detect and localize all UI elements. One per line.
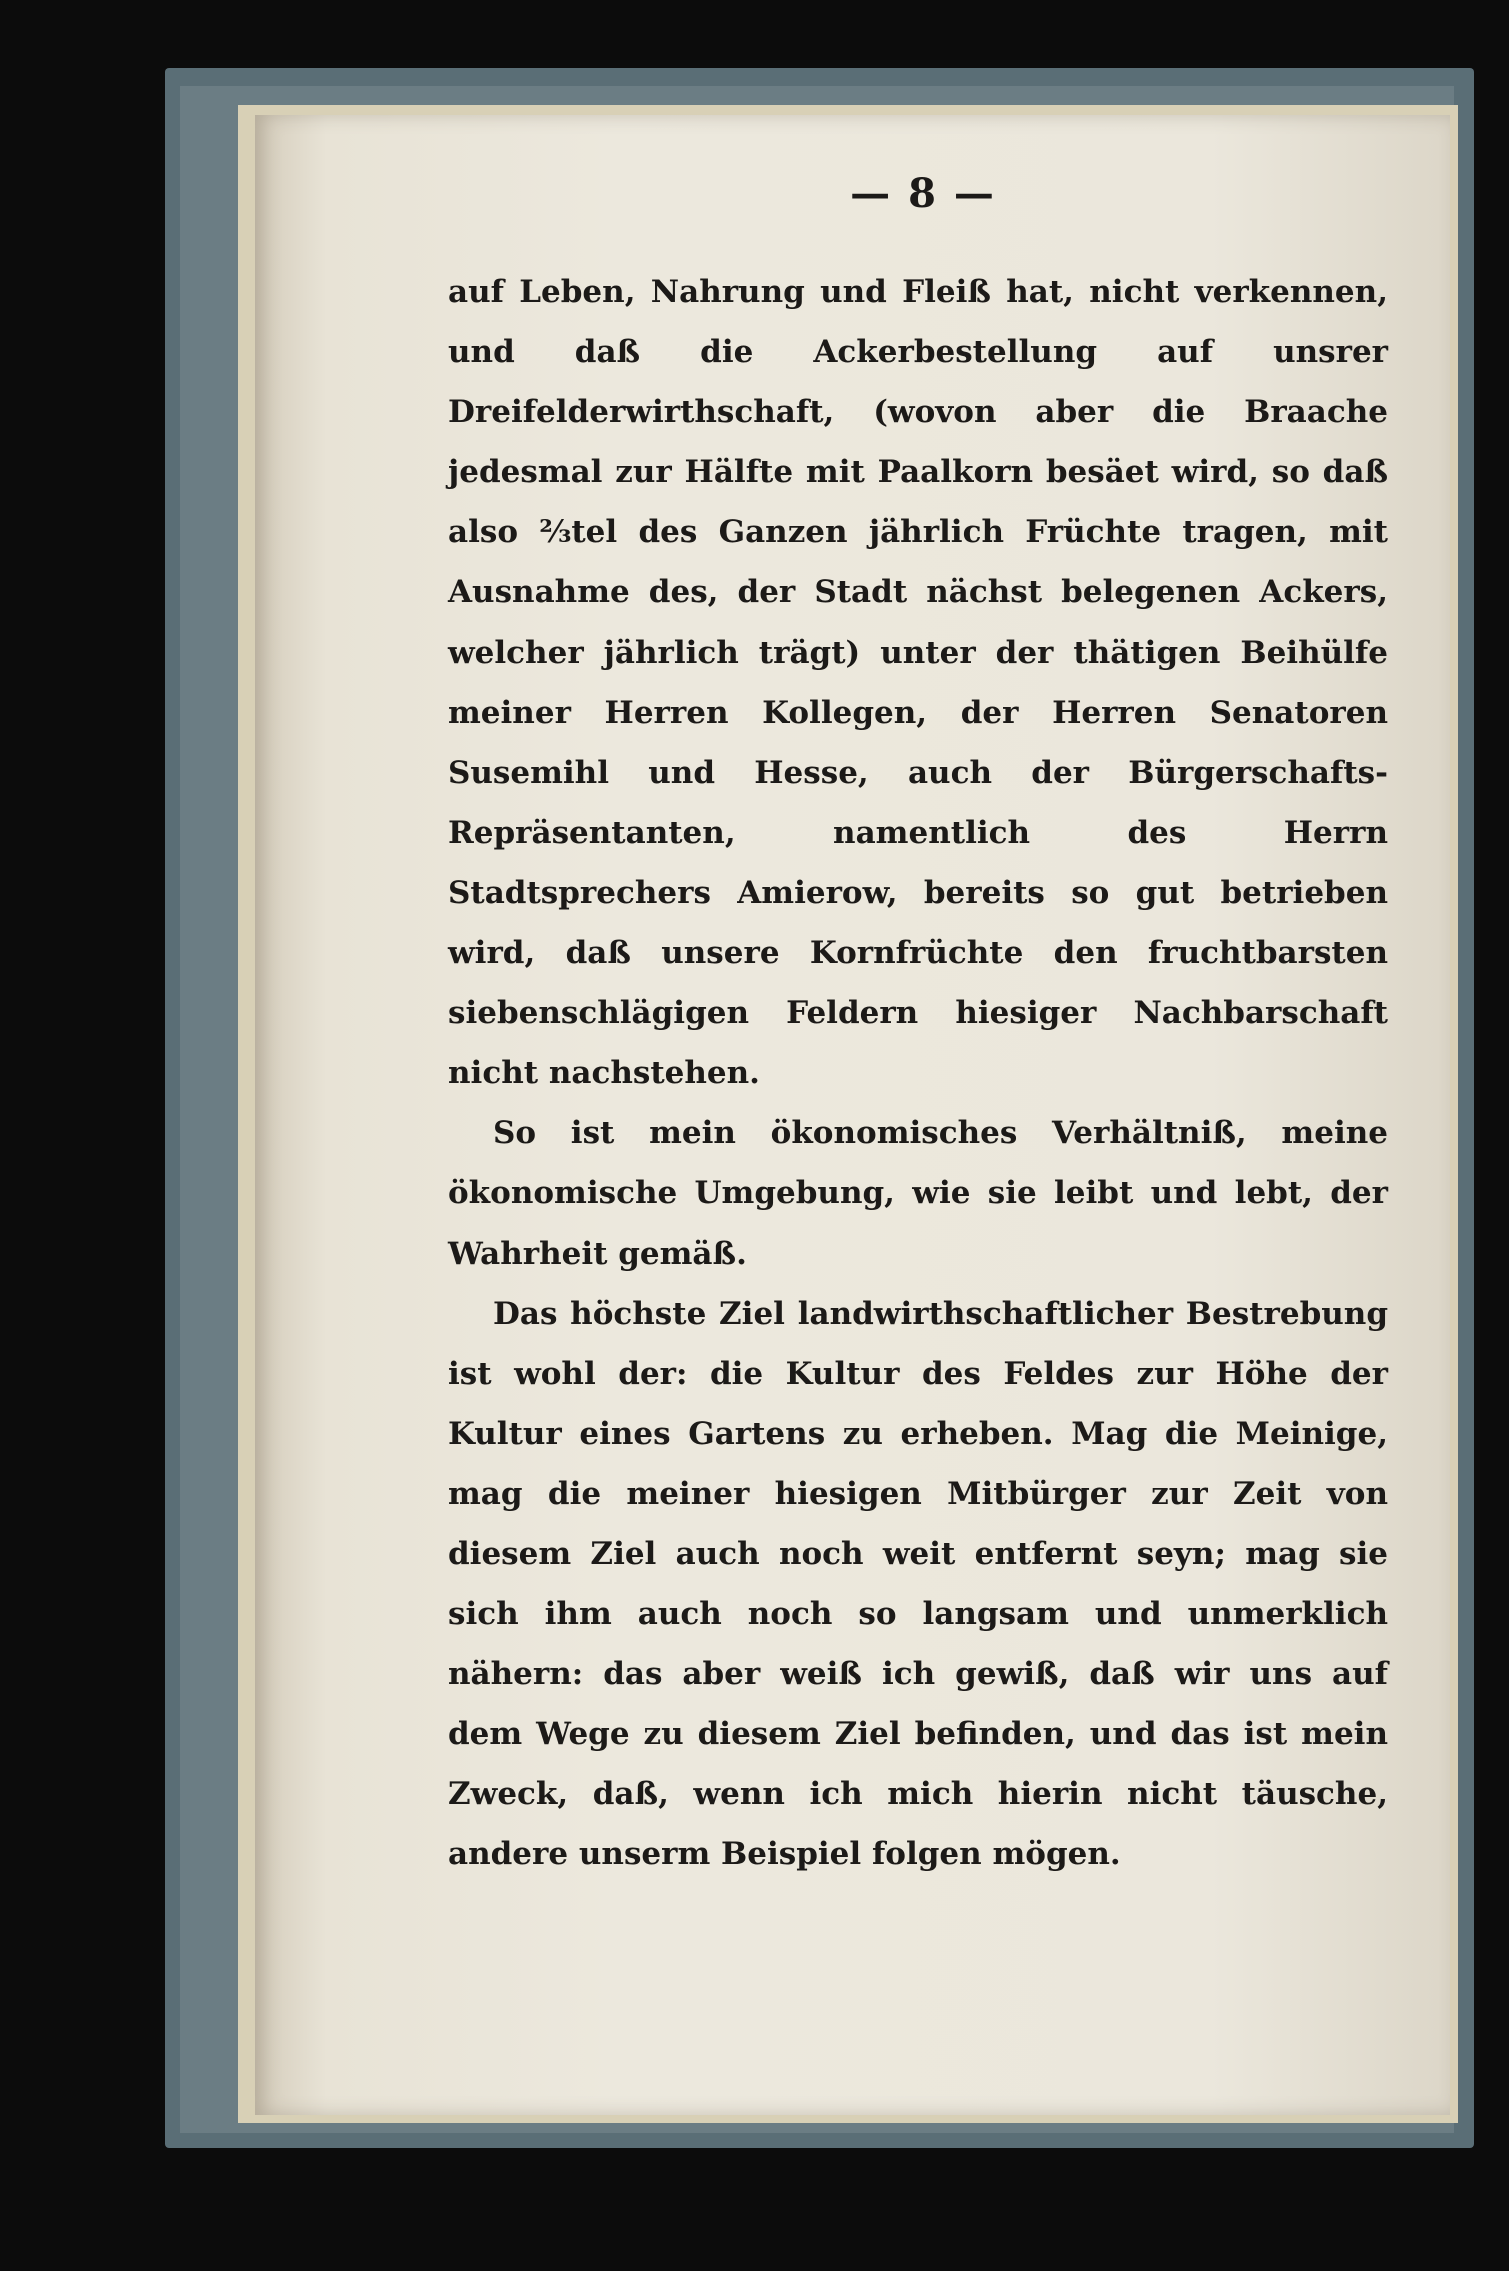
paragraph-2: So ist mein ökonomisches Verhältniß, meine ökonomische Umgebung, wie sie leibt und lebt, der Wahrheit gemäß. [448, 1115, 1388, 1272]
page-text-block [448, 170, 1388, 1885]
paragraph-3: Das höchste Ziel landwirthschaftlicher Bestrebung ist wohl der: die Kultur des Feldes zur Höhe der Kultur eines Gartens zu erheben. Mag die Meinige, mag die meiner hiesigen Mitbürger zur Zeit von diesem Ziel auch noch weit entfernt seyn; mag sie sich ihm auch noch so langsam und unmerklich nähern: das aber weiß ich gewiß, daß wir uns auf dem Wege zu diesem Ziel befinden, und das ist mein Zweck, daß, wenn ich mich hierin nicht täusche, andere unserm Beispiel folgen mögen. [448, 1295, 1388, 1873]
page-number: — 8 — [850, 170, 996, 217]
paragraph-1: auf Leben, Nahrung und Fleiß hat, nicht verkennen, und daß die Ackerbestellung auf unsrer Dreifelderwirthschaft, (wovon aber die Braache jedesmal zur Hälfte mit Paalkorn besäet wird, so daß also ⅔tel des Ganzen jährlich Früchte tragen, mit Ausnahme des, der Stadt nächst belegenen Ackers, welcher jährlich trägt) unter der thätigen Beihülfe meiner Herren Kollegen, der Herren Senatoren Susemihl und Hesse, auch der Bürgerschafts-Repräsentanten, namentlich des Herrn Stadtsprechers Amierow, bereits so gut betrieben wird, daß unsere Kornfrüchte den fruchtbarsten siebenschlägigen Feldern hiesiger Nachbarschaft nicht nachstehen. [448, 274, 1388, 1092]
